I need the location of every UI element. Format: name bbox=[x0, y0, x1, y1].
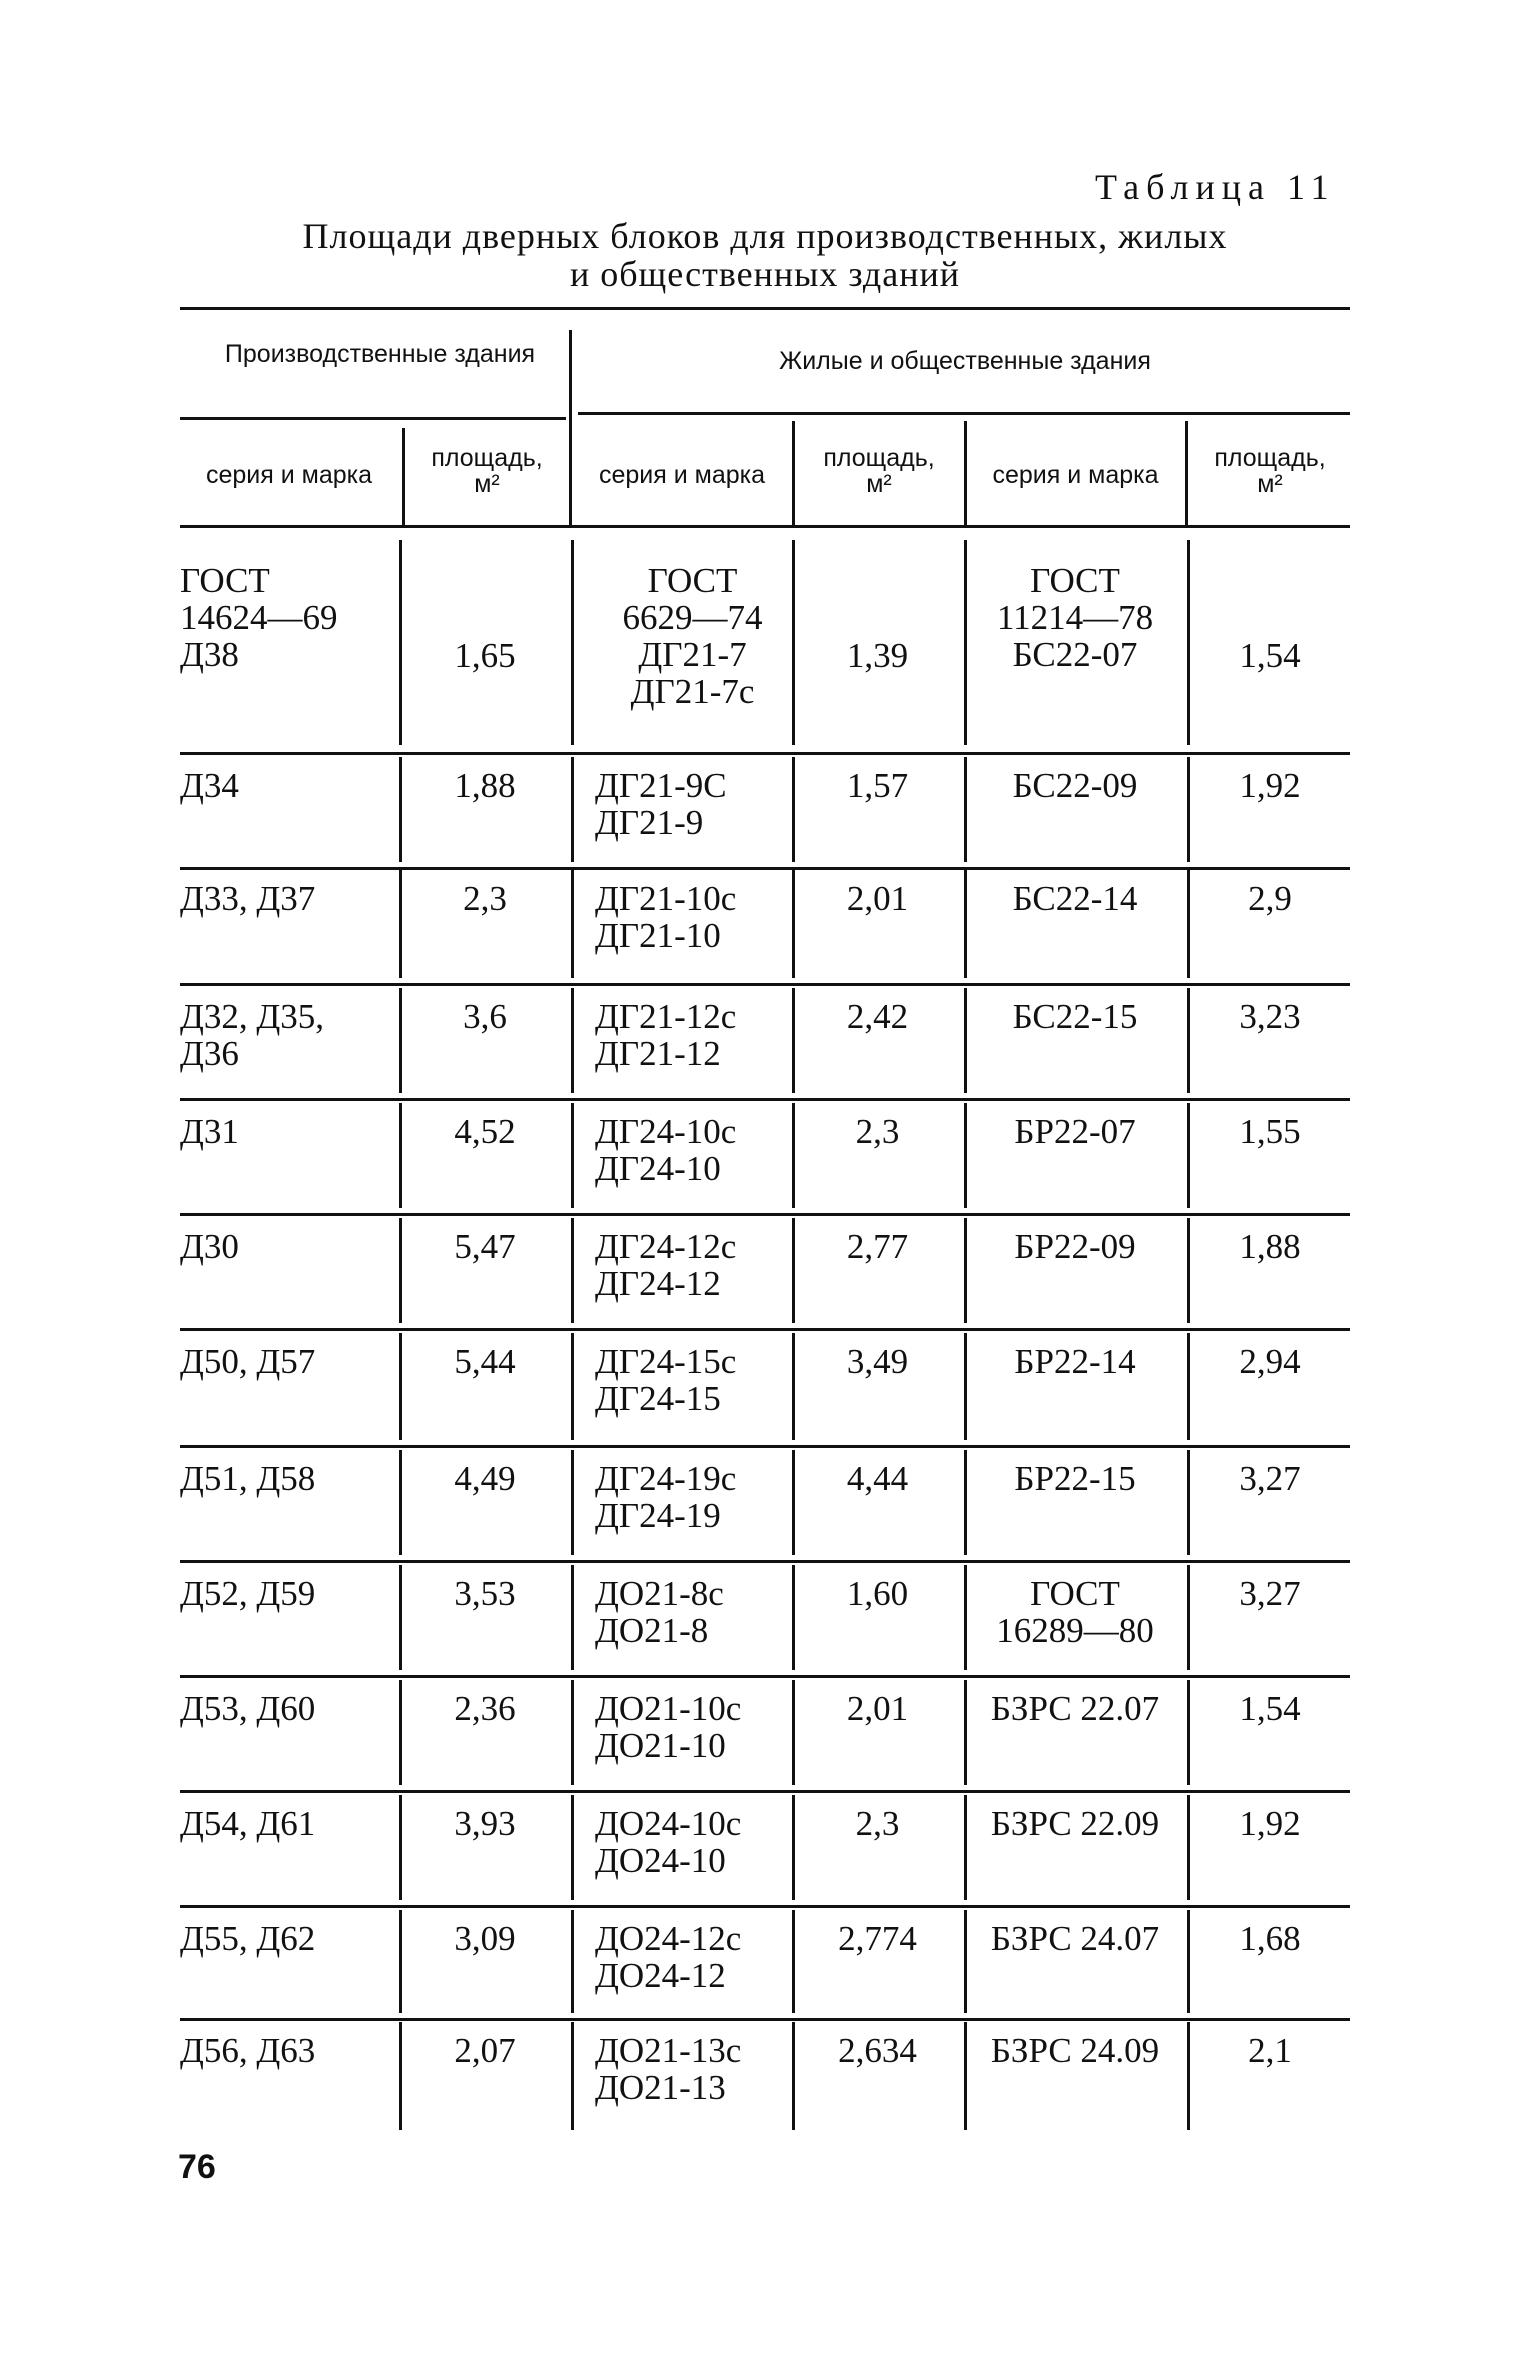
cell-line: 3,27 bbox=[1239, 1459, 1301, 1498]
header-area-1-unit: м² bbox=[474, 470, 500, 498]
table-cell bbox=[405, 637, 565, 674]
table-cell bbox=[1190, 1920, 1350, 1957]
table-cell bbox=[966, 1113, 1184, 1150]
cell-line: 1,68 bbox=[1239, 1919, 1301, 1958]
cell-line: 6629—74 bbox=[622, 598, 763, 637]
cell-line: Д56, Д63 bbox=[180, 2031, 316, 2070]
cell-line: ДГ24-19с bbox=[595, 1459, 737, 1498]
row-separator bbox=[180, 867, 1350, 870]
cell-line: ДО21-8 bbox=[595, 1611, 709, 1650]
cell-line: 1,92 bbox=[1239, 766, 1301, 805]
table-cell bbox=[1190, 1460, 1350, 1497]
column-divider bbox=[399, 1450, 402, 1555]
cell-line: ДО21-10 bbox=[595, 1726, 726, 1765]
table-cell bbox=[1190, 1113, 1350, 1150]
table-cell bbox=[795, 1805, 960, 1842]
table-cell bbox=[595, 880, 790, 954]
cell-line: 1,88 bbox=[1239, 1227, 1301, 1266]
cell-line: Д55, Д62 bbox=[180, 1919, 316, 1958]
row-separator bbox=[180, 983, 1350, 986]
table-cell bbox=[405, 1343, 565, 1380]
cell-line: 2,774 bbox=[838, 1919, 917, 1958]
table-cell bbox=[595, 767, 790, 841]
table-cell bbox=[595, 1460, 790, 1534]
row-separator bbox=[180, 1675, 1350, 1678]
table-cell bbox=[1190, 880, 1350, 917]
header-area-3-unit: м² bbox=[1257, 470, 1283, 498]
table-cell bbox=[180, 1113, 395, 1150]
column-divider bbox=[571, 1910, 574, 2013]
column-divider bbox=[399, 1680, 402, 1785]
cell-line: 2,3 bbox=[855, 1112, 900, 1151]
table-cell bbox=[966, 562, 1184, 673]
table-cell bbox=[966, 2032, 1184, 2069]
cell-line: ДГ24-15с bbox=[595, 1342, 737, 1381]
cell-line: 2,3 bbox=[855, 1804, 900, 1843]
table-cell bbox=[795, 1343, 960, 1380]
group-header-rule-right bbox=[578, 412, 1350, 415]
cell-line: 1,55 bbox=[1239, 1112, 1301, 1151]
table-cell bbox=[595, 998, 790, 1072]
cell-line: 1,54 bbox=[1239, 1689, 1301, 1728]
cell-line: ДГ24-15 bbox=[595, 1379, 721, 1418]
column-divider bbox=[571, 1795, 574, 1900]
cell-line: ДГ21-12с bbox=[595, 997, 737, 1036]
table-cell bbox=[180, 1575, 395, 1612]
cell-line: ДГ21-7с bbox=[630, 672, 755, 711]
cell-line: ДГ24-10с bbox=[595, 1112, 737, 1151]
cell-line: ДГ24-12 bbox=[595, 1264, 721, 1303]
cell-line: 2,3 bbox=[463, 879, 507, 918]
cell-line: 5,47 bbox=[454, 1227, 516, 1266]
header-divider-col4 bbox=[964, 421, 967, 525]
cell-line: 2,07 bbox=[454, 2031, 516, 2070]
cell-line: 1,54 bbox=[1239, 636, 1301, 675]
table-cell bbox=[1190, 1690, 1350, 1727]
table-cell bbox=[795, 880, 960, 917]
table-cell bbox=[180, 880, 395, 917]
table-number: Таблица 11 bbox=[1095, 167, 1336, 207]
cell-line: Д38 bbox=[180, 635, 239, 674]
cell-line: БС22-15 bbox=[1012, 997, 1138, 1036]
header-area-1-label: площадь, bbox=[431, 444, 543, 472]
cell-line: 3,93 bbox=[454, 1804, 516, 1843]
table-cell bbox=[1190, 1575, 1350, 1612]
cell-line: Д54, Д61 bbox=[180, 1804, 316, 1843]
table-cell bbox=[966, 1343, 1184, 1380]
row-separator bbox=[180, 1790, 1350, 1793]
row-separator bbox=[180, 2018, 1350, 2021]
table-cell bbox=[595, 1920, 790, 1994]
row-separator bbox=[180, 1905, 1350, 1908]
table-cell bbox=[1190, 1343, 1350, 1380]
cell-line: Д50, Д57 bbox=[180, 1342, 316, 1381]
header-divider-col5 bbox=[1185, 421, 1188, 525]
row-separator bbox=[180, 752, 1350, 755]
column-divider bbox=[399, 988, 402, 1093]
column-divider bbox=[571, 757, 574, 862]
table-cell bbox=[405, 767, 565, 804]
column-divider bbox=[399, 2022, 402, 2130]
cell-line: 1,60 bbox=[846, 1574, 909, 1613]
table-cell bbox=[1190, 767, 1350, 804]
header-area-3-label: площадь, bbox=[1214, 444, 1326, 472]
table-cell bbox=[1190, 998, 1350, 1035]
table-cell bbox=[1190, 637, 1350, 674]
header-series-mark-3: серия и марка bbox=[992, 461, 1159, 489]
cell-line: 1,57 bbox=[846, 766, 909, 805]
cell-line: 2,94 bbox=[1239, 1342, 1301, 1381]
table-cell bbox=[966, 880, 1184, 917]
header-divider-groups bbox=[569, 330, 572, 525]
row-separator bbox=[180, 1445, 1350, 1448]
cell-line: Д33, Д37 bbox=[180, 879, 316, 918]
cell-line: БР22-07 bbox=[1014, 1112, 1136, 1151]
cell-line: БР22-09 bbox=[1014, 1227, 1136, 1266]
column-divider bbox=[399, 1795, 402, 1900]
header-area-1 bbox=[406, 445, 568, 497]
column-divider bbox=[399, 757, 402, 862]
table-cell bbox=[405, 1805, 565, 1842]
table-cell bbox=[180, 1343, 395, 1380]
cell-line: 4,44 bbox=[846, 1459, 909, 1498]
table-cell bbox=[180, 1228, 395, 1265]
cell-line: 3,27 bbox=[1239, 1574, 1301, 1613]
column-divider bbox=[571, 1680, 574, 1785]
column-divider bbox=[571, 540, 574, 745]
cell-line: 1,39 bbox=[846, 636, 909, 675]
table-cell bbox=[595, 1113, 790, 1187]
column-divider bbox=[399, 870, 402, 978]
column-divider bbox=[399, 1218, 402, 1323]
cell-line: БС22-09 bbox=[1012, 766, 1138, 805]
row-separator bbox=[180, 1560, 1350, 1563]
table-title-line-1: Площади дверных блоков для производственных, жилых bbox=[302, 216, 1228, 256]
cell-line: ДО21-10с bbox=[595, 1689, 742, 1728]
cell-line: ДГ21-10 bbox=[595, 916, 721, 955]
table-cell bbox=[180, 2032, 395, 2069]
table-cell bbox=[966, 1460, 1184, 1497]
cell-line: Д53, Д60 bbox=[180, 1689, 316, 1728]
cell-line: 5,44 bbox=[454, 1342, 516, 1381]
table-cell bbox=[180, 562, 395, 673]
cell-line: БЗРС 22.09 bbox=[990, 1804, 1160, 1843]
table-cell bbox=[1190, 2032, 1350, 2069]
column-divider bbox=[571, 1333, 574, 1440]
cell-line: 16289—80 bbox=[996, 1611, 1154, 1650]
table-cell bbox=[795, 998, 960, 1035]
cell-line: ГОСТ bbox=[1030, 561, 1120, 600]
cell-line: 2,77 bbox=[846, 1227, 909, 1266]
cell-line: 4,52 bbox=[454, 1112, 516, 1151]
cell-line: 1,65 bbox=[454, 636, 516, 675]
cell-line: 4,49 bbox=[454, 1459, 516, 1498]
table-cell bbox=[795, 1575, 960, 1612]
table-cell bbox=[966, 1228, 1184, 1265]
column-divider bbox=[571, 870, 574, 978]
table-cell bbox=[595, 1228, 790, 1302]
cell-line: ДГ24-10 bbox=[595, 1149, 721, 1188]
table-cell bbox=[180, 767, 395, 804]
table-cell bbox=[966, 1690, 1184, 1727]
cell-line: БЗРС 22.07 bbox=[990, 1689, 1160, 1728]
cell-line: БС22-07 bbox=[1012, 635, 1138, 674]
cell-line: ДО24-12 bbox=[595, 1956, 726, 1995]
cell-line: 14624—69 bbox=[180, 598, 338, 637]
table-top-rule bbox=[180, 307, 1350, 310]
table-cell bbox=[595, 1343, 790, 1417]
column-divider bbox=[571, 1565, 574, 1670]
table-cell bbox=[405, 1228, 565, 1265]
header-area-2 bbox=[796, 445, 962, 497]
table-cell bbox=[405, 1575, 565, 1612]
table-cell bbox=[595, 1690, 790, 1764]
table-cell bbox=[595, 1805, 790, 1879]
table-cell bbox=[180, 998, 395, 1072]
table-title-line-2: и общественных зданий bbox=[569, 254, 961, 294]
header-area-2-label: площадь, bbox=[823, 444, 935, 472]
cell-line: Д32, Д35, bbox=[180, 997, 324, 1036]
table-cell bbox=[795, 1228, 960, 1265]
cell-line: 3,49 bbox=[846, 1342, 909, 1381]
header-residential-buildings: Жилые и общественные здания bbox=[779, 347, 1151, 375]
table-cell bbox=[795, 637, 960, 674]
column-divider bbox=[399, 1910, 402, 2013]
cell-line: Д51, Д58 bbox=[180, 1459, 316, 1498]
cell-line: БР22-15 bbox=[1014, 1459, 1136, 1498]
header-series-mark-2: серия и марка bbox=[598, 461, 766, 489]
row-separator bbox=[180, 1328, 1350, 1331]
table-cell bbox=[180, 1460, 395, 1497]
cell-line: 3,23 bbox=[1239, 997, 1301, 1036]
cell-line: Д36 bbox=[180, 1034, 239, 1073]
cell-line: Д34 bbox=[180, 766, 239, 805]
cell-line: 1,88 bbox=[454, 766, 516, 805]
cell-line: ДО24-10 bbox=[595, 1841, 726, 1880]
header-divider-col1 bbox=[402, 428, 405, 525]
table-cell bbox=[595, 2032, 790, 2106]
column-divider bbox=[571, 988, 574, 1093]
cell-line: 2,634 bbox=[838, 2031, 917, 2070]
cell-line: ДГ21-9 bbox=[595, 803, 704, 842]
table-cell bbox=[180, 1920, 395, 1957]
table-cell bbox=[966, 998, 1184, 1035]
table-cell bbox=[180, 1805, 395, 1842]
table-cell bbox=[180, 1690, 395, 1727]
cell-line: ДГ24-19 bbox=[595, 1496, 721, 1535]
table-cell bbox=[966, 1575, 1184, 1649]
table-cell bbox=[795, 1460, 960, 1497]
cell-line: ДГ21-7 bbox=[638, 635, 747, 674]
cell-line: ДО24-12с bbox=[595, 1919, 742, 1958]
cell-line: ГОСТ bbox=[180, 561, 270, 600]
header-series-mark-1: серия и марка bbox=[205, 461, 373, 489]
column-divider bbox=[571, 1450, 574, 1555]
cell-line: ГОСТ bbox=[1030, 1574, 1120, 1613]
column-divider bbox=[571, 1103, 574, 1208]
cell-line: ДО21-13 bbox=[595, 2068, 726, 2107]
cell-line: 2,36 bbox=[454, 1689, 516, 1728]
table-cell bbox=[405, 2032, 565, 2069]
table-cell bbox=[795, 1113, 960, 1150]
header-industrial-buildings: Производственные здания bbox=[224, 340, 536, 368]
header-area-3 bbox=[1190, 445, 1350, 497]
column-divider bbox=[399, 1333, 402, 1440]
table-title bbox=[250, 217, 1280, 293]
cell-line: Д30 bbox=[180, 1227, 239, 1266]
table-cell bbox=[795, 1920, 960, 1957]
table-cell bbox=[405, 1920, 565, 1957]
table-cell bbox=[595, 562, 790, 710]
cell-line: ДГ24-12с bbox=[595, 1227, 737, 1266]
cell-line: 11214—78 bbox=[996, 598, 1154, 637]
column-divider bbox=[571, 2022, 574, 2130]
header-divider-col3 bbox=[792, 421, 795, 525]
table-cell bbox=[966, 1920, 1184, 1957]
page-number: 76 bbox=[178, 2148, 216, 2186]
cell-line: ДО21-13с bbox=[595, 2031, 742, 2070]
row-separator bbox=[180, 1213, 1350, 1216]
cell-line: Д52, Д59 bbox=[180, 1574, 316, 1613]
table-cell bbox=[405, 880, 565, 917]
cell-line: 2,9 bbox=[1248, 879, 1292, 918]
table-cell bbox=[405, 1113, 565, 1150]
header-area-2-unit: м² bbox=[866, 470, 892, 498]
column-divider bbox=[571, 1218, 574, 1323]
cell-line: БЗРС 24.07 bbox=[990, 1919, 1160, 1958]
cell-line: 3,6 bbox=[463, 997, 507, 1036]
table-cell bbox=[595, 1575, 790, 1649]
cell-line: Д31 bbox=[180, 1112, 239, 1151]
table-cell bbox=[795, 767, 960, 804]
cell-line: ДГ21-10с bbox=[595, 879, 737, 918]
table-cell bbox=[795, 1690, 960, 1727]
column-divider bbox=[399, 1103, 402, 1208]
cell-line: ДО21-8с bbox=[595, 1574, 724, 1613]
cell-line: 1,92 bbox=[1239, 1804, 1301, 1843]
table-cell bbox=[1190, 1228, 1350, 1265]
cell-line: 2,01 bbox=[846, 879, 909, 918]
table-cell bbox=[405, 1690, 565, 1727]
cell-line: ДГ21-9С bbox=[595, 766, 727, 805]
column-divider bbox=[399, 540, 402, 745]
table-cell bbox=[966, 1805, 1184, 1842]
cell-line: БС22-14 bbox=[1012, 879, 1138, 918]
table-cell bbox=[405, 998, 565, 1035]
cell-line: БЗРС 24.09 bbox=[990, 2031, 1160, 2070]
cell-line: 2,1 bbox=[1248, 2031, 1292, 2070]
cell-line: ДО24-10с bbox=[595, 1804, 742, 1843]
cell-line: 2,42 bbox=[846, 997, 909, 1036]
column-divider bbox=[399, 1565, 402, 1670]
table-cell bbox=[966, 767, 1184, 804]
table-cell bbox=[795, 2032, 960, 2069]
header-bottom-rule bbox=[180, 525, 1350, 528]
cell-line: 3,09 bbox=[454, 1919, 516, 1958]
cell-line: 2,01 bbox=[846, 1689, 909, 1728]
row-separator bbox=[180, 1098, 1350, 1101]
cell-line: ДГ21-12 bbox=[595, 1034, 721, 1073]
group-header-rule-left bbox=[180, 417, 566, 420]
table-cell bbox=[405, 1460, 565, 1497]
cell-line: БР22-14 bbox=[1014, 1342, 1136, 1381]
table-cell bbox=[1190, 1805, 1350, 1842]
cell-line: ГОСТ bbox=[647, 561, 738, 600]
cell-line: 3,53 bbox=[454, 1574, 516, 1613]
